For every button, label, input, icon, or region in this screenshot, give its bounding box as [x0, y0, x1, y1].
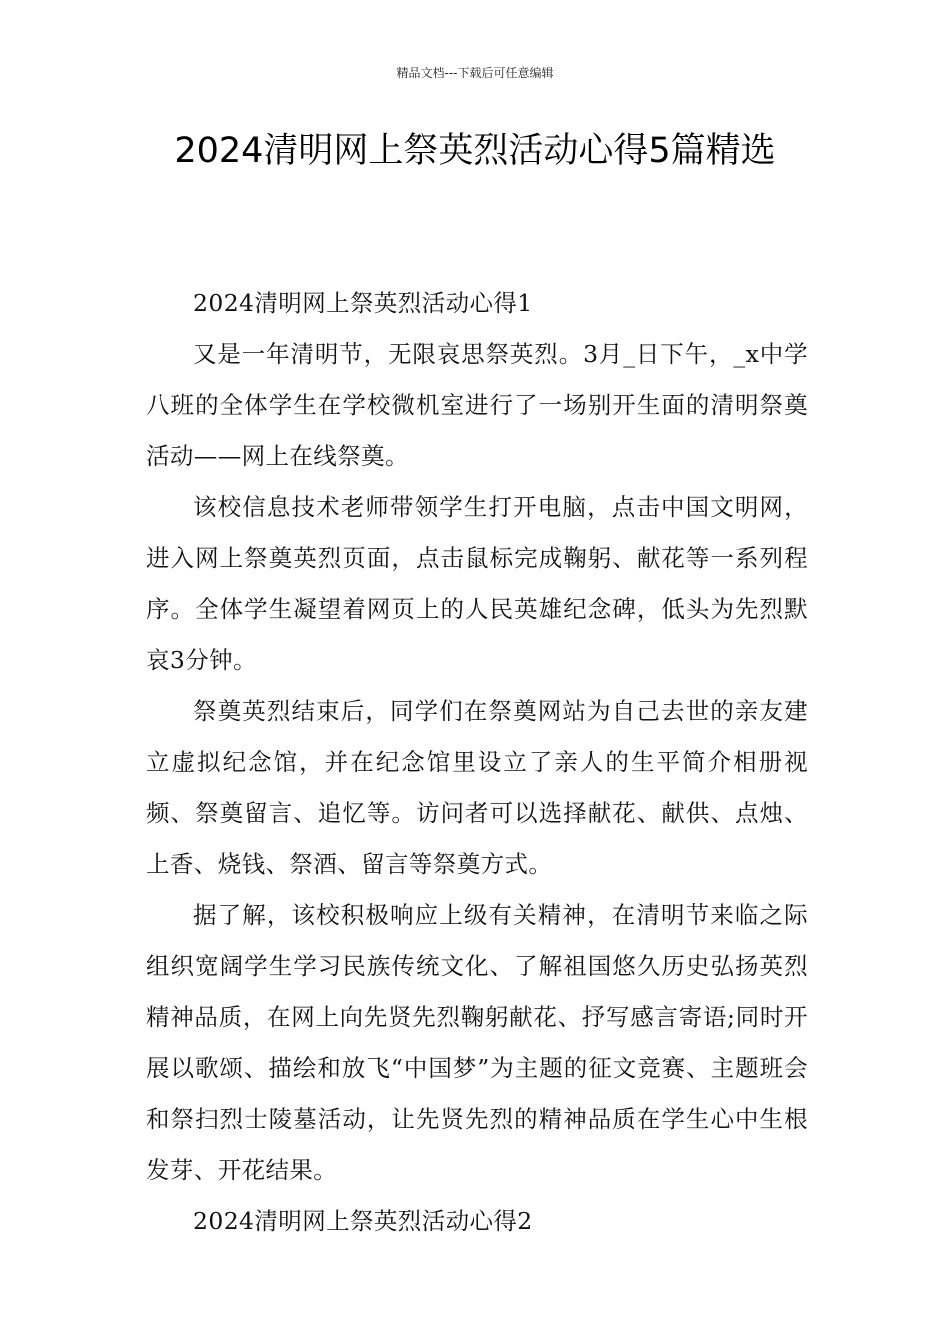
paragraph-4: 据了解，该校积极响应上级有关精神，在清明节来临之际组织宽阔学生学习民族传统文化、了解祖国悠久历史弘扬英烈精神品质，在网上向先贤先烈鞠躬献花、抒写感言寄语;同时开展以歌颂、描绘和放飞“中国梦”为主题的征文竞赛、主题班会和祭扫烈士陵墓活动，让先贤先烈的精神品质在学生心中生根发芽、开花结果。	[146, 901, 808, 1184]
paragraph-1: 又是一年清明节，无限哀思祭英烈。3月_日下午，_x中学八班的全体学生在学校微机室进行了一场别开生面的清明祭奠活动——网上在线祭奠。	[146, 340, 808, 470]
section-heading-1: 2024清明网上祭英烈活动心得1	[193, 289, 533, 317]
paragraph-3: 祭奠英烈结束后，同学们在祭奠网站为自己去世的亲友建立虚拟纪念馆，并在纪念馆里设立了亲人的生平简介相册视频、祭奠留言、追忆等。访问者可以选择献花、献供、点烛、上香、烧钱、祭酒、留言等祭奠方式。	[146, 697, 808, 878]
paragraph-2: 该校信息技术老师带领学生打开电脑，点击中国文明网，进入网上祭奠英烈页面，点击鼠标完成鞠躬、献花等一系列程序。全体学生凝望着网页上的人民英雄纪念碑，低头为先烈默哀3分钟。	[146, 493, 808, 674]
document-body	[146, 278, 808, 1247]
document-title: 2024清明网上祭英烈活动心得5篇精选	[174, 131, 776, 171]
header-note: 精品文档---下载后可任意编辑	[396, 66, 554, 80]
section-heading-2: 2024清明网上祭英烈活动心得2	[193, 1207, 533, 1235]
